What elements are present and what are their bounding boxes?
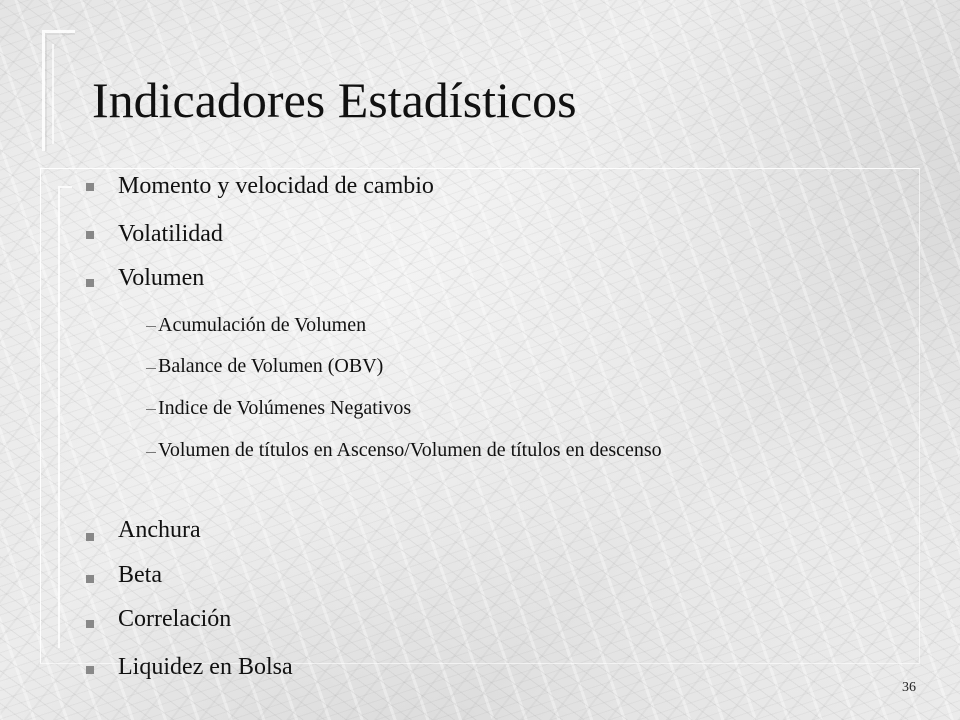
bullet-marker [86, 620, 94, 628]
sub-item-balance-obv: Balance de Volumen (OBV) [158, 355, 384, 377]
bullet-item-beta: Beta [118, 562, 162, 588]
bullet-item-volumen: Volumen [118, 265, 205, 291]
sub-bullet-dash [146, 452, 156, 453]
sub-bullet-dash [146, 409, 156, 410]
sub-item-indice-negativos: Indice de Volúmenes Negativos [158, 397, 412, 419]
bullet-item-correlacion: Correlación [118, 606, 232, 632]
title-bracket-inner-decoration [52, 44, 74, 144]
bullet-marker [86, 279, 94, 287]
bullet-marker [86, 231, 94, 239]
sub-item-ascenso-descenso: Volumen de títulos en Ascenso/Volumen de títulos en descenso [158, 439, 662, 461]
bullet-marker [86, 666, 94, 674]
bullet-marker [86, 533, 94, 541]
bullet-item-anchura: Anchura [118, 517, 201, 543]
sub-bullet-dash [146, 368, 156, 369]
slide-title: Indicadores Estadísticos [92, 72, 577, 128]
sub-item-acumulacion: Acumulación de Volumen [158, 314, 367, 336]
content-side-strip [58, 186, 72, 648]
page-number: 36 [902, 680, 916, 695]
bullet-item-liquidez: Liquidez en Bolsa [118, 654, 293, 680]
bullet-marker [86, 183, 94, 191]
bullet-item-momento: Momento y velocidad de cambio [118, 173, 434, 199]
bullet-item-volatilidad: Volatilidad [118, 221, 223, 247]
sub-bullet-dash [146, 326, 156, 327]
bullet-marker [86, 575, 94, 583]
